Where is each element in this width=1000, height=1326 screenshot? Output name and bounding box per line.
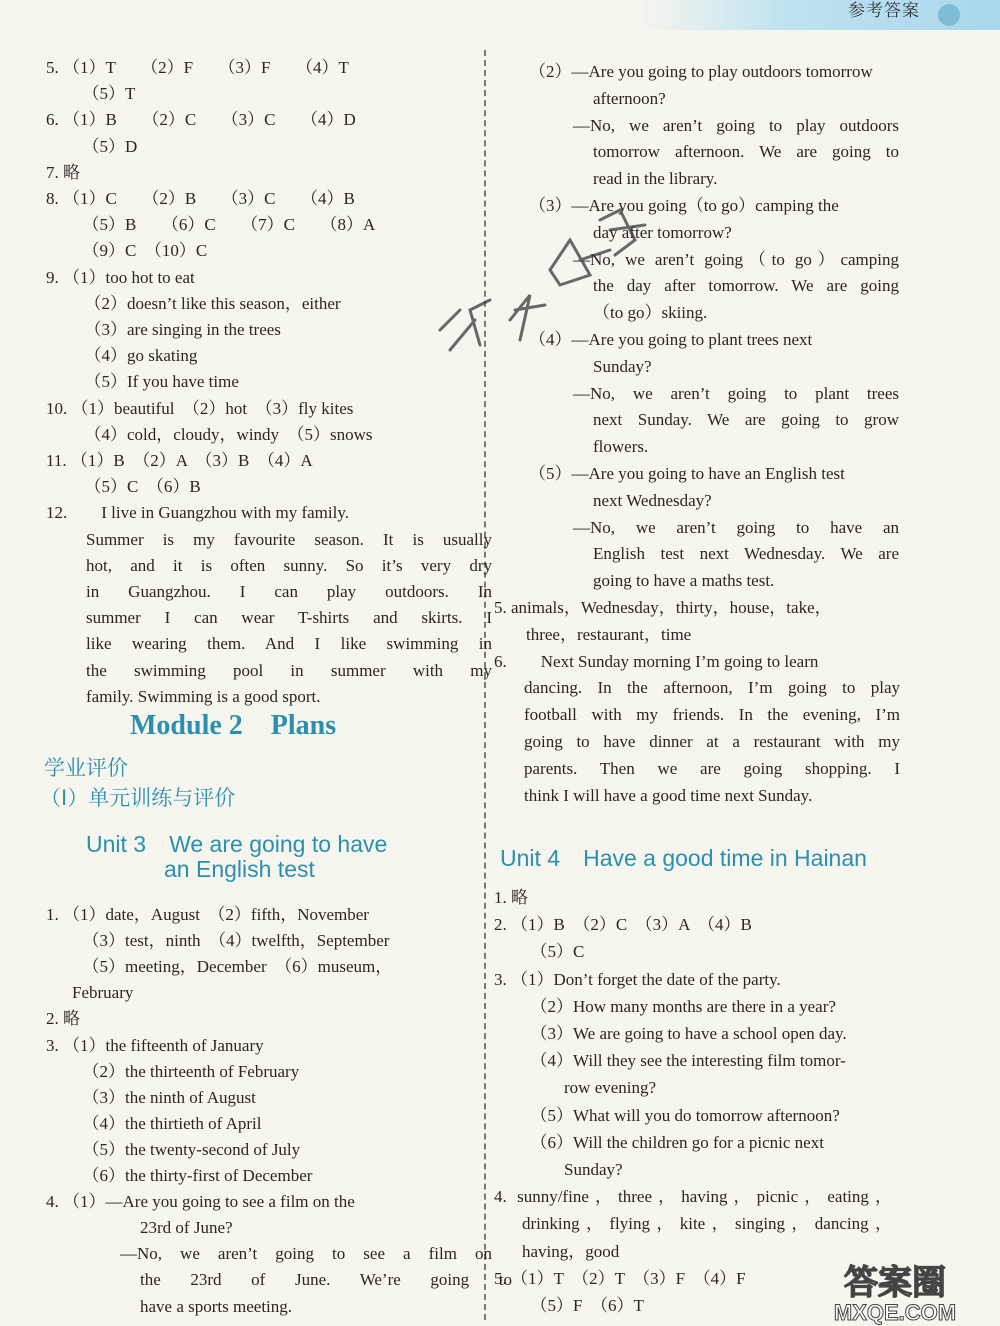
- left-line: （9）C （10）C: [74, 241, 208, 261]
- left-line: 12. I live in Guangzhou with my family.: [46, 503, 349, 523]
- right-line: —No, we aren’t going to plant trees: [573, 383, 899, 403]
- left-line: in Guangzhou. I can play outdoors. In: [86, 582, 492, 601]
- subsection-heading: （Ⅰ）单元训练与评价: [40, 786, 236, 810]
- left-line: （5）D: [74, 136, 138, 156]
- header-circle-icon: [938, 4, 960, 26]
- module-heading: [130, 710, 336, 742]
- right2-line: （4）Will they see the interesting film tomor-: [522, 1051, 846, 1071]
- right2-line: （5）F （6）T: [522, 1296, 644, 1315]
- right-line: 5. animals，Wednesday，thirty，house，take，: [494, 598, 832, 617]
- right-line: afternoon?: [593, 88, 666, 108]
- right2-line: （2）How many months are there in a year?: [522, 996, 836, 1016]
- left2-line: the 23rd of June. We’re going to: [140, 1270, 512, 1290]
- right-line: next Wednesday?: [593, 490, 712, 510]
- left2-line: （3）the ninth of August: [74, 1087, 256, 1107]
- left2-line: have a sports meeting.: [140, 1296, 293, 1316]
- right-line: going to have dinner at a restaurant with my: [524, 732, 900, 751]
- unit3-title-line1: Unit 3 We are going to have: [86, 831, 388, 857]
- left2-line: （5）meeting，December （6）museum，: [74, 957, 393, 977]
- right2-line: （6）Will the children go for a picnic next: [522, 1132, 824, 1152]
- right2-line: Sunday?: [564, 1160, 623, 1179]
- right-line: next Sunday. We are going to grow: [593, 410, 899, 430]
- watermark-url: MXQE.COM: [833, 1300, 957, 1325]
- right2-line: 2. （1）B （2）C （3）A （4）B: [494, 915, 752, 935]
- left2-line: 23rd of June?: [140, 1218, 233, 1238]
- left-line: （5）If you have time: [76, 372, 239, 392]
- right-line: Sunday?: [593, 356, 652, 376]
- right2-line: drinking，flying，kite，singing，dancing，: [522, 1214, 892, 1234]
- left-line: （4）cold，cloudy，windy （5）snows: [76, 424, 373, 444]
- left2-line: February: [72, 983, 134, 1003]
- left-line: Summer is my favourite season. It is usually: [86, 529, 492, 549]
- header-text: 参考答案: [848, 1, 920, 21]
- right-line: think I will have a good time next Sunday.: [524, 785, 813, 805]
- right2-line: 3. （1）Don’t forget the date of the party.: [494, 969, 781, 989]
- right-line: English test next Wednesday. We are: [593, 544, 899, 564]
- left-line: hot, and it is often sunny. So it’s very dry: [86, 555, 492, 575]
- right-line: going to have a maths test.: [593, 571, 775, 591]
- right-line: （4）—Are you going to plant trees next: [529, 330, 813, 349]
- right-line: read in the library.: [593, 169, 718, 189]
- left-line: 9. （1）too hot to eat: [46, 267, 195, 287]
- ink-stamp-graphic: [420, 200, 660, 380]
- left-line: （5）B （6）C （7）C （8）A: [74, 215, 376, 235]
- right-line: flowers.: [593, 437, 649, 457]
- right2-line: having，good: [522, 1241, 620, 1261]
- right-line: football with my friends. In the evening, I’m: [524, 705, 900, 725]
- left-line: （4）go skating: [76, 346, 198, 366]
- left-line: summer I can wear T-shirts and skirts. I: [86, 608, 492, 628]
- right2-line: 5. （1）T （2）T （3）F （4）F: [494, 1268, 746, 1288]
- watermark-brand: 答案圈: [844, 1263, 946, 1303]
- left-line: （2）doesn’t like this season，either: [76, 293, 341, 313]
- left2-line: （6）the thirty-first of December: [74, 1166, 313, 1185]
- left-line: family. Swimming is a good sport.: [86, 686, 321, 706]
- module-title: Plans: [270, 710, 337, 741]
- left-line: （5）C （6）B: [76, 477, 201, 497]
- right-line: parents. Then we are going shopping. I: [524, 758, 900, 778]
- left-line: （5）T: [74, 84, 136, 104]
- right-line: dancing. In the afternoon, I’m going to play: [524, 678, 900, 698]
- right-line: day after tomorrow?: [593, 222, 732, 242]
- left-line: 8. （1）C （2）B （3）C （4）B: [46, 189, 355, 208]
- right-line: three，restaurant，time: [526, 624, 692, 644]
- left2-line: （2）the thirteenth of February: [74, 1061, 300, 1081]
- site-watermark: [790, 1256, 1000, 1326]
- right-line: （to go）skiing.: [593, 303, 708, 323]
- right-line: （3）—Are you going（to go）camping the: [529, 196, 839, 215]
- left-line: 6. （1）B （2）C （3）C （4）D: [46, 110, 356, 130]
- module-number: Module 2: [130, 710, 243, 741]
- right-line: （2）—Are you going to play outdoors tomorrow: [529, 62, 873, 81]
- header-bar: [640, 0, 1000, 30]
- left2-line: 2. 略: [46, 1009, 80, 1029]
- right-line: —No, we aren’t going（to go）camping: [573, 249, 899, 269]
- left2-line: （3）test，ninth （4）twelfth，September: [74, 931, 390, 951]
- right-line: 6. Next Sunday morning I’m going to learn: [494, 651, 819, 671]
- left2-line: （5）the twenty-second of July: [74, 1139, 301, 1159]
- left2-line: 4. （1）—Are you going to see a film on the: [46, 1192, 355, 1212]
- right2-line: 1. 略: [494, 888, 528, 907]
- right-line: （5）—Are you going to have an English test: [529, 464, 845, 483]
- right2-line: （5）What will you do tomorrow afternoon?: [522, 1105, 840, 1125]
- right2-line: （5）C: [522, 942, 585, 962]
- left-line: the swimming pool in summer with my: [86, 660, 492, 680]
- right-line: the day after tomorrow. We are going: [593, 276, 899, 296]
- left2-line: 1. （1）date，August （2）fifth，November: [46, 905, 369, 924]
- left-line: 7. 略: [46, 162, 80, 182]
- right-line: tomorrow afternoon. We are going to: [593, 142, 899, 162]
- left-line: 10. （1）beautiful （2）hot （3）fly kites: [46, 398, 354, 418]
- right-line: —No, we aren’t going to play outdoors: [573, 115, 899, 135]
- section-heading: 学业评价: [44, 756, 128, 780]
- left-line: （3）are singing in the trees: [76, 320, 281, 339]
- left-line: 5. （1）T （2）F （3）F （4）T: [46, 58, 349, 77]
- left2-line: —No, we aren’t going to see a film on: [120, 1244, 492, 1264]
- right2-line: （3）We are going to have a school open day.: [522, 1024, 847, 1043]
- unit4-title: Unit 4 Have a good time in Hainan: [500, 845, 867, 871]
- left2-line: （4）the thirtieth of April: [74, 1113, 262, 1133]
- left2-line: 3. （1）the fifteenth of January: [46, 1035, 264, 1055]
- left-line: 11. （1）B （2）A （3）B （4）A: [46, 451, 313, 470]
- right2-line: 4. sunny/fine，three，having，picnic，eating，: [494, 1187, 892, 1207]
- unit3-title-line2: an English test: [164, 856, 315, 882]
- right2-line: row evening?: [564, 1078, 657, 1098]
- right-line: —No, we aren’t going to have an: [573, 517, 899, 537]
- left-line: like wearing them. And I like swimming in: [86, 634, 492, 654]
